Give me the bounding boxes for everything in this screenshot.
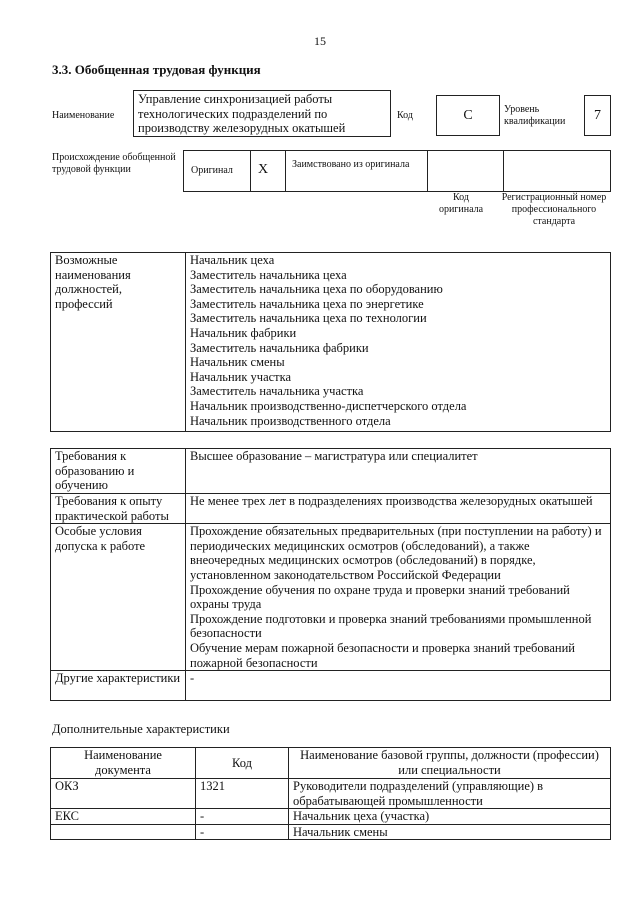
origin-label: Происхождение обобщенной трудовой функции [52, 152, 176, 175]
list-item: Заместитель начальника участка [190, 384, 364, 399]
borrowed-label: Заимствовано из оригинала [292, 159, 410, 170]
table-row [51, 748, 611, 779]
list-item: Начальник цеха [190, 253, 275, 267]
req-value-line: Не менее трех лет в подразделениях производства железорудных окатышей [190, 494, 593, 508]
level-value: 7 [584, 95, 611, 136]
req-label-special-conditions: Особые условия допуска к работе [51, 524, 186, 671]
table-row [51, 809, 611, 825]
additional-table [50, 747, 611, 840]
table-row [51, 779, 611, 809]
list-item: Начальник смены [190, 355, 285, 370]
divider [427, 151, 428, 191]
req-value-line: Прохождение обязательных предварительных (при поступлении на работу) и периодических медицинских осмотров (обследований), а также внеочередных медицинских осмотров (обследований) в порядке, установленном законодательством Российской Федерации [190, 524, 602, 582]
table-row [51, 494, 611, 524]
table-cell: - [196, 809, 289, 825]
function-name-box [133, 90, 391, 137]
positions-list [186, 253, 611, 432]
original-label: Оригинал [191, 165, 233, 176]
original-mark: X [258, 162, 269, 177]
code-original-caption: Код оригинала [438, 192, 484, 215]
table-cell [51, 824, 196, 840]
section-title: 3.3. Обобщенная трудовая функция [52, 62, 261, 77]
table-row [51, 253, 611, 432]
table-cell: Начальник смены [289, 824, 611, 840]
list-item: Заместитель начальника цеха по технологии [190, 311, 427, 326]
code-value: C [436, 95, 500, 136]
column-header: Наименование документа [51, 748, 196, 779]
table-cell: Руководители подразделений (управляющие) в обрабатывающей промышленности [289, 779, 611, 809]
req-value-other [186, 671, 611, 701]
req-value-line: Прохождение подготовки и проверка знаний требованиями промышленной безопасности [190, 611, 592, 641]
positions-label: Возможные наименования должностей, профессий [51, 253, 186, 432]
table-row [51, 524, 611, 671]
page-number: 15 [314, 34, 326, 48]
list-item: Начальник производственного отдела [190, 413, 391, 428]
list-item: Заместитель начальника цеха по оборудованию [190, 282, 443, 297]
table-cell: ОКЗ [51, 779, 196, 809]
list-item: Заместитель начальника цеха [190, 267, 347, 282]
list-item: Заместитель начальника цеха по энергетике [190, 296, 424, 311]
name-label: Наименование [52, 110, 115, 121]
column-header: Код [196, 748, 289, 779]
list-item: Начальник производственно-диспетчерского отдела [190, 398, 467, 413]
function-name-value: Управление синхронизацией работы технологических подразделений по производству железорудных окатышей [138, 92, 346, 135]
table-cell: ЕКС [51, 809, 196, 825]
req-value-line: Обучение мерам пожарной безопасности и проверка знаний требований пожарной безопасности [190, 640, 575, 670]
list-item: Заместитель начальника фабрики [190, 340, 369, 355]
req-label-experience: Требования к опыту практической работы [51, 494, 186, 524]
req-value-education [186, 449, 611, 494]
reg-number-caption: Регистрационный номер профессионального стандарта [501, 192, 607, 227]
additional-title: Дополнительные характеристики [52, 722, 230, 736]
divider [250, 151, 251, 191]
requirements-table [50, 448, 611, 701]
level-label: Уровень квалификации [504, 104, 566, 127]
origin-box [183, 150, 611, 192]
column-header: Наименование базовой группы, должности (профессии) или специальности [289, 748, 611, 779]
list-item: Начальник участка [190, 369, 292, 384]
req-label-education: Требования к образованию и обучению [51, 449, 186, 494]
req-value-line: Прохождение обучения по охране труда и проверки знаний требований охраны труда [190, 582, 570, 612]
table-cell: - [196, 824, 289, 840]
req-value-experience [186, 494, 611, 524]
req-value-line: - [190, 671, 195, 686]
positions-table [50, 252, 611, 432]
list-item: Начальник фабрики [190, 325, 297, 340]
req-value-special-conditions [186, 524, 611, 671]
req-label-other: Другие характеристики [51, 671, 186, 701]
table-row [51, 449, 611, 494]
divider [285, 151, 286, 191]
table-row [51, 671, 611, 701]
table-cell: 1321 [196, 779, 289, 809]
divider [503, 151, 504, 191]
table-cell: Начальник цеха (участка) [289, 809, 611, 825]
code-label: Код [397, 110, 413, 121]
req-value-line: Высшее образование – магистратура или специалитет [190, 449, 478, 463]
table-row [51, 824, 611, 840]
